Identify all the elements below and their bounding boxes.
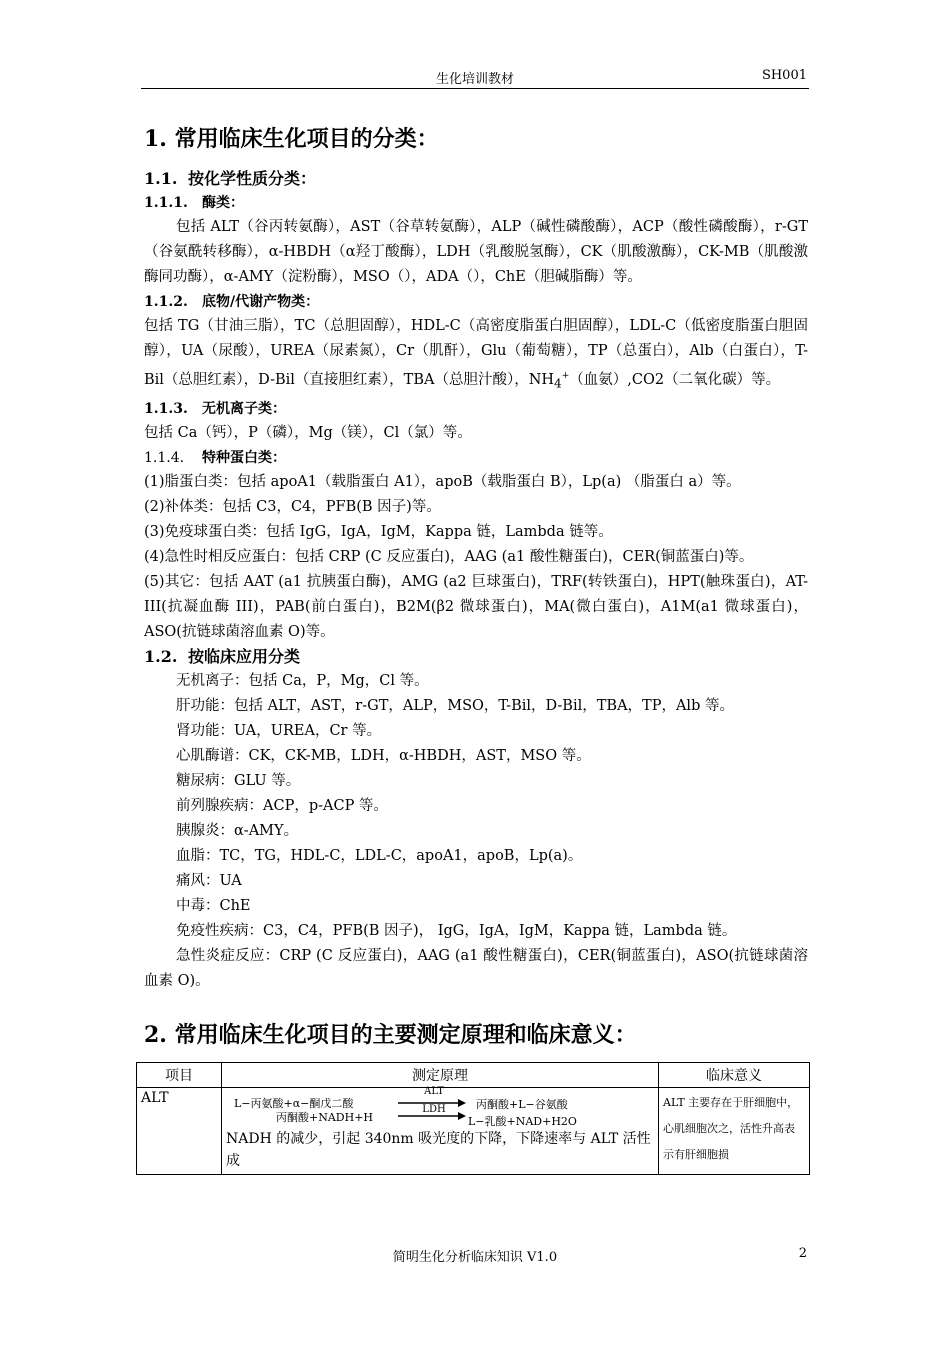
clinical-item: 肝功能：包括 ALT，AST，r-GT，ALP，MSO，T-Bil，D-Bil，TBA，TP，Alb 等。	[176, 697, 734, 714]
reaction-1-left: L−丙氨酸+α−酮戊二酸	[234, 1097, 354, 1111]
clinical-item: 心肌酶谱：CK，CK-MB，LDH，α-HBDH，AST，MSO 等。	[176, 747, 591, 764]
section-1-1-title: 按化学性质分类：	[188, 168, 317, 188]
ions-paragraph: 包括 Ca（钙），P（磷），Mg（镁），Cl（氯）等。	[144, 424, 472, 441]
substrates-text-a: 包括 TG（甘油三脂），TC（总胆固醇），HDL-C（高密度脂蛋白胆固醇），LDL-C（低密度脂蛋白胆固醇），UA（尿酸），UREA（尿素氮），Cr（肌酐），Glu（葡萄糖），TP（总蛋白），Alb（白蛋白），T-Bil（总胆红素），D-Bil（直接胆红素），TBA（总胆汁酸），NH	[144, 317, 808, 388]
table-row	[137, 1088, 810, 1175]
reaction-1-right: 丙酮酸+L−谷氨酸	[476, 1098, 568, 1112]
section-2-title: 常用临床生化项目的主要测定原理和临床意义：	[174, 1021, 637, 1048]
clinical-item-last: 急性炎症反应：CRP (C 反应蛋白)，AAG (a1 酸性糖蛋白)，CER(铜蓝蛋白)，ASO(抗链球菌溶血素 O)。	[144, 947, 808, 989]
section-1-1-3-title: 无机离子类：	[202, 400, 286, 417]
protein-item: (3)免疫球蛋白类：包括 IgG，IgA，IgM，Kappa 链，Lambda 链等。	[144, 523, 613, 540]
table-header-principle: 测定原理	[222, 1063, 659, 1088]
section-1-1-3-number: 1.1.3.	[144, 400, 188, 417]
nh4-subscript: 4	[554, 376, 562, 391]
clinical-item: 胰腺炎：α-AMY。	[176, 822, 299, 839]
header-code: SH001	[761, 68, 807, 83]
section-1-1-2-number: 1.1.2.	[144, 293, 188, 310]
page-header	[141, 66, 809, 89]
clinical-item: 无机离子：包括 Ca，P，Mg，Cl 等。	[176, 672, 429, 689]
reaction-2-arrow-icon	[398, 1110, 468, 1122]
clinical-item: 血脂：TC，TG，HDL-C，LDL-C，apoA1，apoB，Lp(a)。	[176, 847, 583, 864]
section-1-title: 常用临床生化项目的分类：	[174, 126, 439, 152]
section-1-1-2-title: 底物/代谢产物类：	[202, 293, 320, 310]
nh4-superscript: +	[561, 370, 570, 381]
section-1-1-heading	[144, 167, 808, 191]
table-cell-principle	[222, 1088, 659, 1175]
clinical-item: 前列腺疾病：ACP，p-ACP 等。	[176, 797, 388, 814]
substrates-paragraph	[144, 314, 808, 397]
reaction-1-enzyme: ALT	[424, 1086, 444, 1098]
section-1-2-heading	[144, 645, 808, 669]
clinical-item: 免疫性疾病：C3，C4，PFB(B 因子)， IgG，IgA，IgM，Kappa 链，Lambda 链。	[176, 922, 737, 939]
header-title: 生化培训教材	[435, 72, 514, 87]
section-1-1-3-heading	[144, 397, 808, 421]
reaction-2-right: L−乳酸+NAD+H2O	[468, 1115, 577, 1129]
clinical-item: 中毒：ChE	[176, 897, 251, 914]
section-1-1-4-heading	[144, 446, 808, 470]
protein-item: (5)其它：包括 AAT (a1 抗胰蛋白酶)，AMG (a2 巨球蛋白)，TRF(转铁蛋白)，HPT(触珠蛋白)，AT-III(抗凝血酶 III)，PAB(前白蛋白)，B2M(β2 微球蛋白)，MA(微白蛋白)，A1M(a1 微球蛋白)，ASO(抗链球菌溶血素 O)等。	[144, 573, 808, 640]
section-1-1-2-heading	[144, 290, 808, 314]
table-cell-item: ALT	[137, 1088, 222, 1175]
section-1-2-title: 按临床应用分类	[188, 646, 301, 666]
section-2-number: 2.	[144, 1021, 167, 1048]
section-1-2-number: 1.2.	[144, 646, 178, 666]
section-2-heading	[144, 1020, 808, 1051]
section-1-heading	[144, 124, 808, 155]
footer-page-number: 2	[798, 1246, 807, 1261]
section-1-1-1-heading	[144, 191, 808, 215]
footer-title: 简明生化分析临床知识 V1.0	[392, 1250, 558, 1265]
principles-table	[136, 1062, 810, 1175]
table-header-row	[137, 1063, 810, 1088]
table-header-item: 项目	[137, 1063, 222, 1088]
section-1-1-1-title: 酶类：	[202, 194, 244, 211]
clinical-item: 糖尿病：GLU 等。	[176, 772, 301, 789]
protein-item: (4)急性时相反应蛋白：包括 CRP (C 反应蛋白)，AAG (a1 酸性糖蛋白)，CER(铜蓝蛋白)等。	[144, 548, 754, 565]
enzymes-paragraph: 包括 ALT（谷丙转氨酶），AST（谷草转氨酶），ALP（碱性磷酸酶），ACP（酸性磷酸酶），r-GT（谷氨酰转移酶），α-HBDH（α羟丁酸酶），LDH（乳酸脱氢酶），CK（肌酸激酶），CK-MB（肌酸激酶同功酶），α-AMY（淀粉酶），MSO（），ADA（），ChE（胆碱脂酶）等。	[144, 218, 808, 285]
principle-note: NADH 的减少，引起 340nm 吸光度的下降，下降速率与 ALT 活性成	[226, 1131, 651, 1170]
substrates-text-b: （血氨）,CO2（二氧化碳）等。	[569, 371, 781, 388]
page-content	[141, 118, 808, 1175]
section-1-number: 1.	[144, 126, 167, 152]
clinical-item: 痛风：UA	[176, 872, 242, 889]
section-1-1-4-number: 1.1.4.	[144, 449, 185, 466]
reaction-diagram	[226, 1086, 654, 1129]
section-1-1-4-title: 特种蛋白类：	[202, 449, 286, 466]
table-header-significance: 临床意义	[659, 1063, 810, 1088]
section-1-1-1-number: 1.1.1.	[144, 194, 188, 211]
section-1-1-number: 1.1.	[144, 168, 178, 188]
protein-item: (1)脂蛋白类：包括 apoA1（载脂蛋白 A1），apoB（载脂蛋白 B），Lp(a) （脂蛋白 a）等。	[144, 473, 741, 490]
reaction-2-left: 丙酮酸+NADH+H	[276, 1111, 374, 1125]
protein-item: (2)补体类：包括 C3，C4，PFB(B 因子)等。	[144, 498, 441, 515]
clinical-item: 肾功能：UA，UREA，Cr 等。	[176, 722, 382, 739]
table-cell-significance: ALT 主要存在于肝细胞中，心肌细胞次之，活性升高表示有肝细胞损	[659, 1088, 810, 1175]
reaction-2-enzyme: LDH	[422, 1104, 446, 1116]
